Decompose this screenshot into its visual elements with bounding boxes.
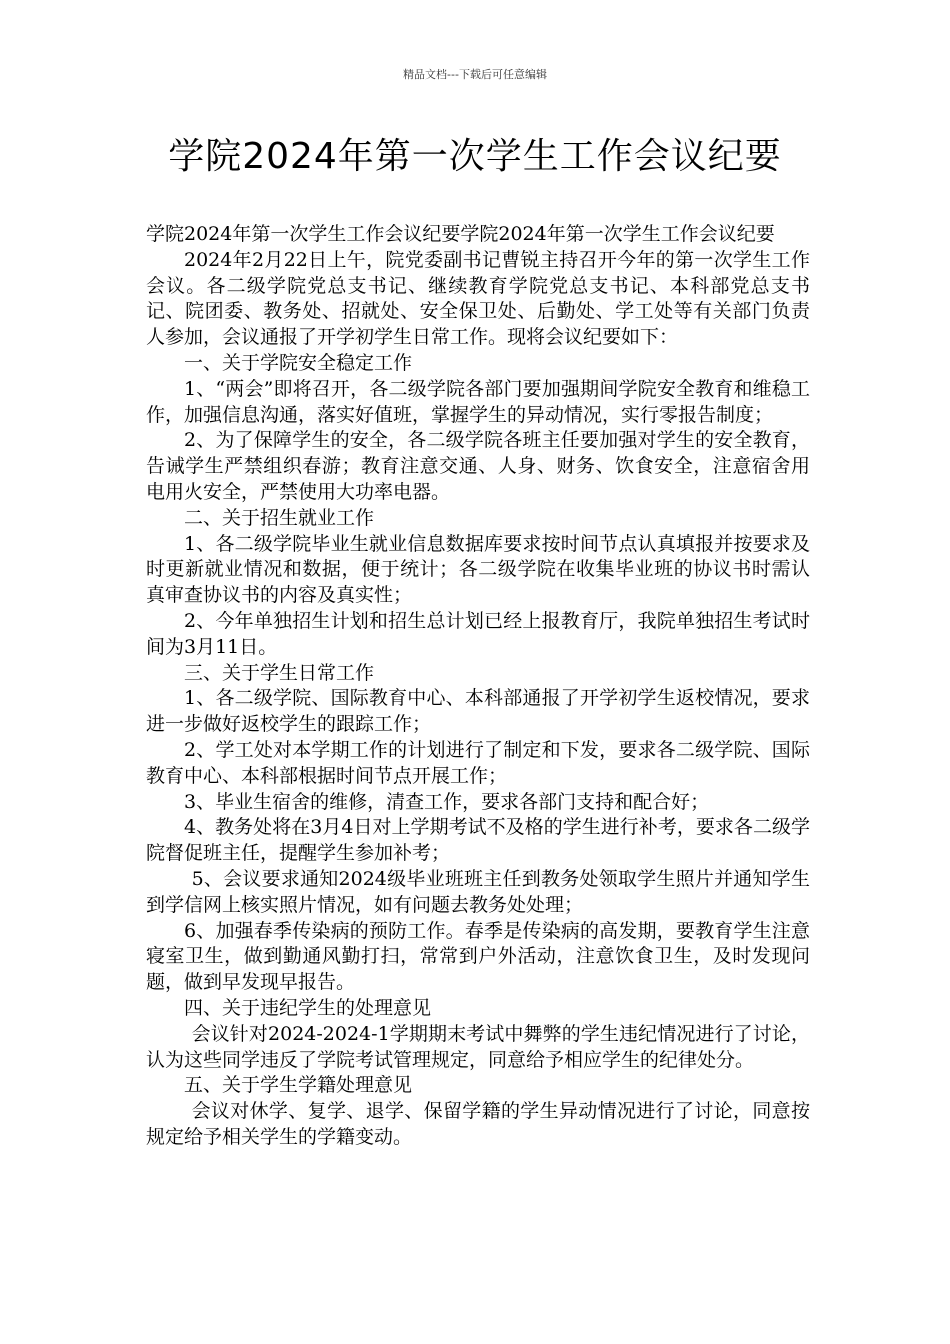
section-heading-daily-work: 三、关于学生日常工作 (184, 661, 375, 684)
daily-work-item-4: 4、教务处将在3月4日对上学期考试不及格的学生进行补考，要求各二级学院督促班主任，提醒学生参加补考； (146, 816, 810, 865)
daily-work-item-3: 3、毕业生宿舍的维修，清查工作，要求各部门支持和配合好； (184, 790, 710, 813)
daily-work-item-2: 2、学工处对本学期工作的计划进行了制定和下发，要求各二级学院、国际教育中心、本科部根据时间节点开展工作； (146, 738, 810, 787)
intro-paragraph: 学院2024年第一次学生工作会议纪要学院2024年第一次学生工作会议纪要 (146, 223, 775, 245)
enrollment-item-2: 2、今年单独招生计划和招生总计划已经上报教育厅，我院单独招生考试时间为3月11日。 (146, 609, 810, 658)
section-heading-enrollment: 二、关于招生就业工作 (184, 506, 375, 529)
document-title: 学院2024年第一次学生工作会议纪要 (168, 136, 782, 177)
page-header-note: 精品文档---下载后可任意编辑 (403, 68, 547, 81)
section-heading-safety: 一、关于学院安全稳定工作 (184, 351, 413, 374)
safety-item-2: 2、为了保障学生的安全，各二级学院各班主任要加强对学生的安全教育，告诫学生严禁组织春游；教育注意交通、人身、财务、饮食安全，注意宿舍用电用火安全，严禁使用大功率电器。 (146, 429, 810, 503)
daily-work-item-6: 6、加强春季传染病的预防工作。春季是传染病的高发期，要教育学生注意寝室卫生，做到勤通风勤打扫，常常到户外活动，注意饮食卫生，及时发现问题，做到早发现早报告。 (146, 919, 810, 994)
enrollment-item-1: 1、各二级学院毕业生就业信息数据库要求按时间节点认真填报并按要求及时更新就业情况和数据，便于统计；各二级学院在收集毕业班的协议书时需认真审查协议书的内容及真实性； (146, 532, 810, 607)
document-body (146, 222, 810, 1151)
daily-work-item-1: 1、各二级学院、国际教育中心、本科部通报了开学初学生返校情况，要求进一步做好返校学生的跟踪工作； (146, 687, 810, 736)
discipline-paragraph: 会议针对2024-2024-1学期期末考试中舞弊的学生违纪情况进行了讨论，认为这些同学违反了学院考试管理规定，同意给予相应学生的纪律处分。 (146, 1022, 810, 1071)
safety-item-1: 1、“两会”即将召开，各二级学院各部门要加强期间学院安全教育和维稳工作，加强信息沟通，落实好值班，掌握学生的异动情况，实行零报告制度； (146, 377, 810, 426)
section-heading-student-status: 五、关于学生学籍处理意见 (184, 1074, 413, 1097)
student-status-paragraph: 会议对休学、复学、退学、保留学籍的学生异动情况进行了讨论，同意按规定给予相关学生的学籍变动。 (146, 1100, 810, 1148)
section-heading-discipline: 四、关于违纪学生的处理意见 (184, 996, 432, 1019)
meeting-summary-paragraph: 2024年2月22日上午，院党委副书记曹锐主持召开今年的第一次学生工作会议。各二级学院党总支书记、继续教育学院党总支书记、本科部党总支书记、院团委、教务处、招就处、安全保卫处、后勤处、学工处等有关部门负责人参加，会议通报了开学初学生日常工作。现将会议纪要如下： (146, 248, 810, 349)
daily-work-item-5: 5、会议要求通知2024级毕业班班主任到教务处领取学生照片并通知学生到学信网上核实照片情况，如有问题去教务处处理； (146, 867, 810, 916)
